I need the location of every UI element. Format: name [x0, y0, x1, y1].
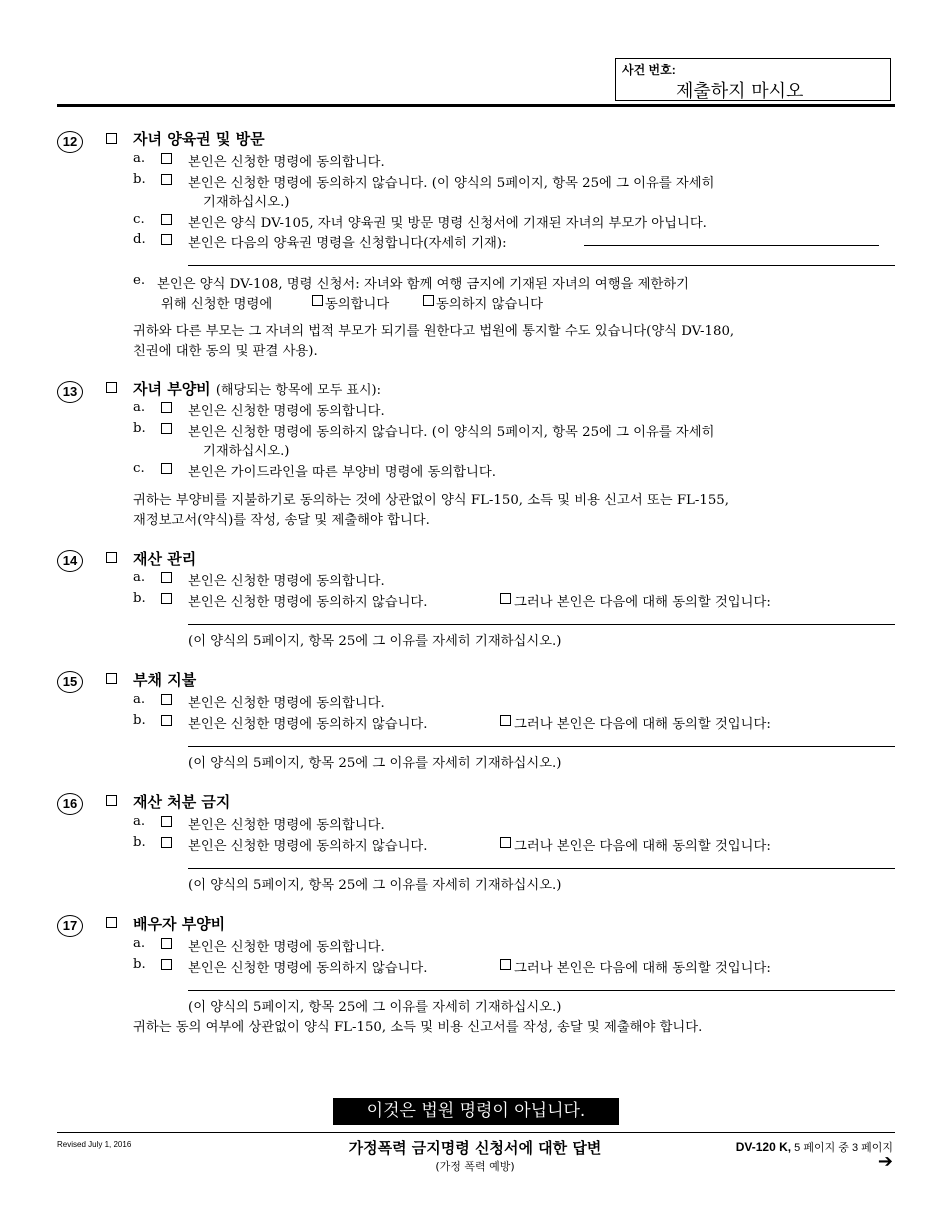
s15-a-text: 본인은 신청한 명령에 동의합니다.: [188, 696, 385, 711]
s15-title: 부채 지불: [133, 671, 197, 689]
s12-note-line2: 친권에 대한 동의 및 판결 사용).: [133, 344, 318, 359]
not-court-order-banner: 이것은 법원 명령이 아닙니다.: [333, 1098, 619, 1125]
s13-checkbox[interactable]: [106, 382, 117, 393]
case-number-box: [615, 58, 891, 101]
s15-b-text: 본인은 신청한 명령에 동의하지 않습니다.: [188, 717, 428, 732]
next-page-arrow-icon: ➔: [877, 1151, 893, 1172]
s13-note-line1: 귀하는 부양비를 지불하기로 동의하는 것에 상관없이 양식 FL-150, 소득 및 비용 신고서 또는 FL-155,: [133, 493, 729, 508]
s16-b-alt-checkbox[interactable]: [500, 837, 511, 848]
s12-a-text: 본인은 신청한 명령에 동의합니다.: [188, 155, 385, 170]
form-number: DV-120 K,: [735, 1140, 792, 1154]
s13-a-letter: a.: [133, 400, 146, 415]
s17-b-checkbox[interactable]: [161, 959, 172, 970]
s15-b-letter: b.: [133, 713, 146, 728]
s12-d-fill-line[interactable]: [584, 245, 879, 246]
s12-c-text: 본인은 양식 DV-105, 자녀 양육권 및 방문 명령 신청서에 기재된 자녀의 부모가 아닙니다.: [188, 216, 707, 231]
s17-b-text: 본인은 신청한 명령에 동의하지 않습니다.: [188, 961, 428, 976]
s17-a-text: 본인은 신청한 명령에 동의합니다.: [188, 940, 385, 955]
s12-a-checkbox[interactable]: [161, 153, 172, 164]
page-info: 5 페이지 중 3 페이지: [794, 1142, 893, 1154]
s12-b-letter: b.: [133, 172, 146, 187]
s17-a-letter: a.: [133, 936, 146, 951]
s15-fill-line[interactable]: [188, 746, 895, 747]
s17-b-alt-checkbox[interactable]: [500, 959, 511, 970]
s13-note-line2: 재정보고서(약식)를 작성, 송달 및 제출해야 합니다.: [133, 513, 430, 528]
s16-a-text: 본인은 신청한 명령에 동의합니다.: [188, 818, 385, 833]
s17-reason: (이 양식의 5페이지, 항목 25에 그 이유를 자세히 기재하십시오.): [188, 1000, 562, 1015]
header-divider: [57, 104, 895, 107]
s12-c-letter: c.: [133, 212, 145, 227]
s14-a-checkbox[interactable]: [161, 572, 172, 583]
s12-e-text: 본인은 양식 DV-108, 명령 신청서: 자녀와 함께 여행 금지에 기재된 자녀의 여행을 제한하기: [157, 277, 689, 292]
form-title: 가정폭력 금지명령 신청서에 대한 답변: [348, 1139, 602, 1157]
s16-b-text: 본인은 신청한 명령에 동의하지 않습니다.: [188, 839, 428, 854]
case-number-value: 제출하지 마시오: [676, 81, 804, 102]
s12-d-fill-line-2[interactable]: [188, 265, 895, 266]
s13-c-checkbox[interactable]: [161, 463, 172, 474]
item-number-13: 13: [57, 381, 83, 403]
s14-fill-line[interactable]: [188, 624, 895, 625]
s13-a-text: 본인은 신청한 명령에 동의합니다.: [188, 404, 385, 419]
s16-b-letter: b.: [133, 835, 146, 850]
s12-title: 자녀 양육권 및 방문: [133, 130, 265, 148]
s14-a-letter: a.: [133, 570, 146, 585]
s14-reason: (이 양식의 5페이지, 항목 25에 그 이유를 자세히 기재하십시오.): [188, 634, 562, 649]
case-number-label: 사건 번호:: [622, 63, 676, 77]
s16-a-letter: a.: [133, 814, 146, 829]
s14-checkbox[interactable]: [106, 552, 117, 563]
s13-c-text: 본인은 가이드라인을 따른 부양비 명령에 동의합니다.: [188, 465, 496, 480]
s14-b-text: 본인은 신청한 명령에 동의하지 않습니다.: [188, 595, 428, 610]
s12-note-line1: 귀하와 다른 부모는 그 자녀의 법적 부모가 되기를 원한다고 법원에 통지할 수도 있습니다(양식 DV-180,: [133, 324, 735, 339]
s12-e-text-pre: 위해 신청한 명령에: [161, 297, 273, 312]
s12-b-checkbox[interactable]: [161, 174, 172, 185]
s15-b-alt-text: 그러나 본인은 다음에 대해 동의할 것입니다:: [514, 717, 771, 732]
s13-b-checkbox[interactable]: [161, 423, 172, 434]
s14-title: 재산 관리: [133, 550, 197, 568]
s17-b-letter: b.: [133, 957, 146, 972]
s13-b-letter: b.: [133, 421, 146, 436]
s16-fill-line[interactable]: [188, 868, 895, 869]
s13-a-checkbox[interactable]: [161, 402, 172, 413]
form-id: [736, 1139, 893, 1155]
s16-title: 재산 처분 금지: [133, 793, 231, 811]
s13-title: 자녀 부양비: [133, 380, 211, 398]
s16-reason: (이 양식의 5페이지, 항목 25에 그 이유를 자세히 기재하십시오.): [188, 878, 562, 893]
s15-checkbox[interactable]: [106, 673, 117, 684]
item-number-15: 15: [57, 671, 83, 693]
revised-date: Revised July 1, 2016: [57, 1140, 132, 1149]
s12-e-letter: e.: [133, 273, 146, 288]
s16-b-alt-text: 그러나 본인은 다음에 대해 동의할 것입니다:: [514, 839, 771, 854]
s13-b-text-cont: 기재하십시오.): [203, 444, 290, 459]
item-number-12: 12: [57, 131, 83, 153]
s16-b-checkbox[interactable]: [161, 837, 172, 848]
s12-b-text: 본인은 신청한 명령에 동의하지 않습니다. (이 양식의 5페이지, 항목 25에 그 이유를 자세히: [188, 176, 715, 191]
item-number-16: 16: [57, 793, 83, 815]
s16-checkbox[interactable]: [106, 795, 117, 806]
s13-b-text: 본인은 신청한 명령에 동의하지 않습니다. (이 양식의 5페이지, 항목 25에 그 이유를 자세히: [188, 425, 715, 440]
s17-title: 배우자 부양비: [133, 915, 226, 933]
s13-heading: [133, 378, 381, 399]
s12-e-disagree-checkbox[interactable]: [423, 295, 434, 306]
s14-b-alt-text: 그러나 본인은 다음에 대해 동의할 것입니다:: [514, 595, 771, 610]
s14-b-checkbox[interactable]: [161, 593, 172, 604]
s12-e-disagree-label: 동의하지 않습니다: [436, 297, 543, 312]
s17-a-checkbox[interactable]: [161, 938, 172, 949]
s12-checkbox[interactable]: [106, 133, 117, 144]
s12-e-agree-checkbox[interactable]: [312, 295, 323, 306]
s12-d-letter: d.: [133, 232, 146, 247]
s15-a-checkbox[interactable]: [161, 694, 172, 705]
s16-a-checkbox[interactable]: [161, 816, 172, 827]
s12-a-letter: a.: [133, 151, 146, 166]
s15-b-checkbox[interactable]: [161, 715, 172, 726]
s17-fill-line[interactable]: [188, 990, 895, 991]
s15-b-alt-checkbox[interactable]: [500, 715, 511, 726]
s14-b-letter: b.: [133, 591, 146, 606]
s17-b-alt-text: 그러나 본인은 다음에 대해 동의할 것입니다:: [514, 961, 771, 976]
s15-reason: (이 양식의 5페이지, 항목 25에 그 이유를 자세히 기재하십시오.): [188, 756, 562, 771]
s14-a-text: 본인은 신청한 명령에 동의합니다.: [188, 574, 385, 589]
s14-b-alt-checkbox[interactable]: [500, 593, 511, 604]
s13-title-sub: (해당되는 항목에 모두 표시):: [215, 383, 381, 398]
s12-c-checkbox[interactable]: [161, 214, 172, 225]
s17-checkbox[interactable]: [106, 917, 117, 928]
s13-c-letter: c.: [133, 461, 145, 476]
s12-d-text: 본인은 다음의 양육권 명령을 신청합니다(자세히 기재):: [188, 236, 507, 251]
item-number-17: 17: [57, 915, 83, 937]
s12-e-agree-label: 동의합니다: [325, 297, 390, 312]
s17-note: 귀하는 동의 여부에 상관없이 양식 FL-150, 소득 및 비용 신고서를 작성, 송달 및 제출해야 합니다.: [133, 1020, 703, 1035]
footer-divider: [57, 1132, 895, 1133]
item-number-14: 14: [57, 550, 83, 572]
s12-d-checkbox[interactable]: [161, 234, 172, 245]
form-subtitle: (가정 폭력 예방): [435, 1160, 515, 1173]
s12-b-text-cont: 기재하십시오.): [203, 195, 290, 210]
s15-a-letter: a.: [133, 692, 146, 707]
